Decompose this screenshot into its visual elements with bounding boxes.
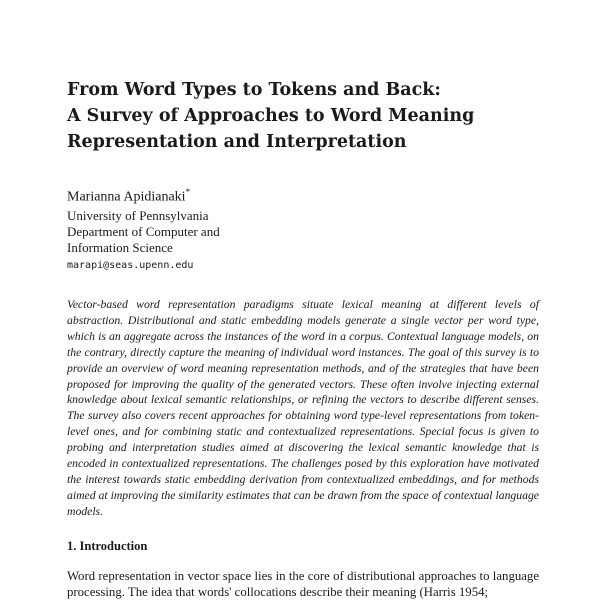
affiliation-line: Department of Computer and bbox=[67, 223, 220, 239]
affiliation-line: Information Science bbox=[67, 239, 173, 255]
title-line-2: A Survey of Approaches to Word Meaning bbox=[67, 106, 475, 126]
author-name-line bbox=[67, 183, 367, 207]
affiliation-line: University of Pennsylvania bbox=[67, 207, 209, 223]
author-name: Marianna Apidianaki bbox=[67, 189, 186, 205]
paper-title bbox=[67, 77, 547, 155]
author-footnote-marker: * bbox=[185, 187, 191, 197]
author-block bbox=[67, 183, 367, 275]
body-paragraph: Word representation in vector space lies in the core of distributional approaches to language processing. The idea that words' collocations describe their meaning (Harris 1954; bbox=[67, 569, 539, 599]
abstract: Vector-based word representation paradigms situate lexical meaning at different levels of abstraction. Distributional and static embedding models generate a single vector per word type, which is an aggregate across the instances of the word in a corpus. Contextual language models, on the contrary, directly capture the meaning of individual word instances. The goal of this survey is to provide an overview of word meaning representation methods, and of the strategies that have been proposed for improving the quality of the generated vectors. These often involve injecting external knowledge about lexical semantic relationships, or refining the vectors to describe different senses. The survey also covers recent approaches for obtaining word type-level representations from token-level ones, and for combining static and contextualized representations. Special focus is given to probing and interpretation studies aimed at discovering the lexical semantic knowledge that is encoded in contextualized representations. The challenges posed by this exploration have motivated the interest towards static embedding derivation from contextualized embeddings, and for methods aimed at improving the similarity estimates that can be drawn from the space of contextual language models. bbox=[67, 298, 539, 518]
title-line-3: Representation and Interpretation bbox=[67, 132, 407, 152]
section-heading: 1. Introduction bbox=[67, 539, 148, 553]
title-line-1: From Word Types to Tokens and Back: bbox=[67, 80, 441, 100]
author-email: marapi@seas.upenn.edu bbox=[67, 259, 194, 271]
